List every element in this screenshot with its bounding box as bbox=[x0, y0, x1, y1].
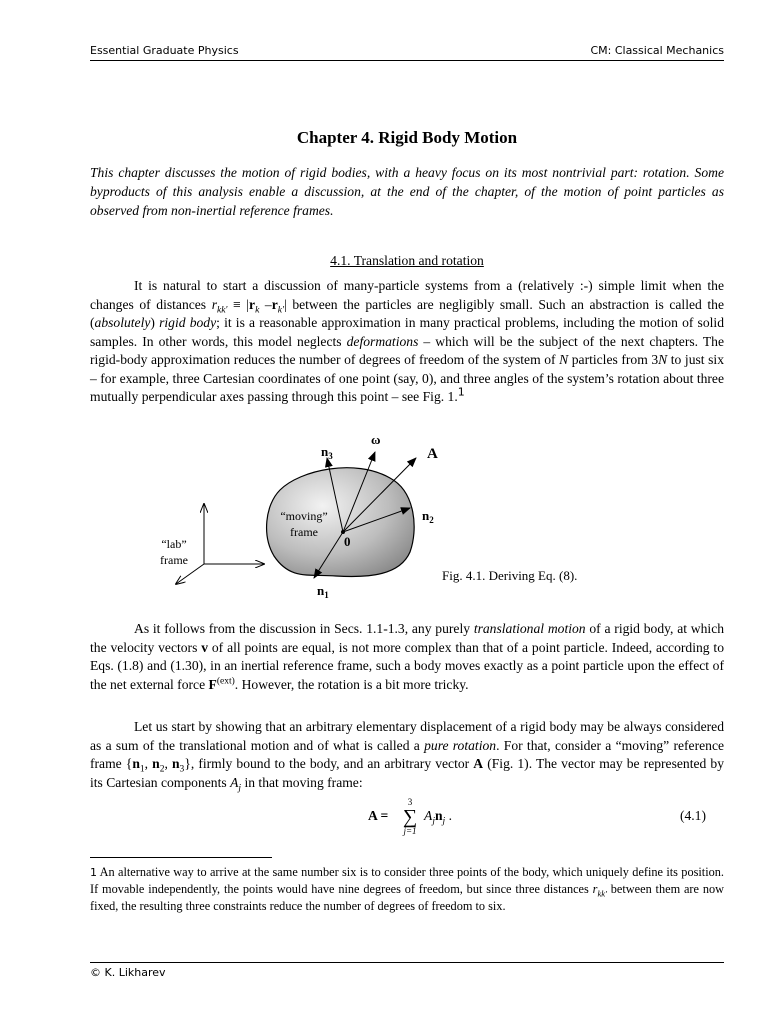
label-moving-frame-1: “moving” bbox=[280, 509, 328, 523]
section-title: 4.1. Translation and rotation bbox=[330, 253, 484, 268]
label-n2: $n_2$ bbox=[422, 508, 434, 525]
header-right: CM: Classical Mechanics bbox=[590, 44, 724, 57]
figure-rigid-body bbox=[140, 430, 470, 615]
chapter-title: Chapter 4. Rigid Body Motion bbox=[296, 128, 518, 147]
chapter-abstract: This chapter discusses the motion of rigid bodies, with a heavy focus on its most nontrivial part: rotation. Some byproducts of this analysis enable a discussion, at the end of the chapter, of the motion of point particles as observed from non-inertial reference frames. bbox=[90, 165, 724, 218]
footnote-ref[interactable]: 1 bbox=[457, 385, 465, 399]
label-lab-frame-1: “lab” bbox=[161, 537, 187, 551]
paragraph-2: As it follows from the discussion in Secs. 1.1-1.3, any purely translational motion of a rigid body, at which the velocity vectors v of all points are equal, is not more complex than that of a point particle. Indeed, according to Eqs. (1.8) and (1.30), in an inertial reference frame, such a body moves exactly as a point particle upon the effect of the net external force $F^{(ext)}$. However, the rotation is a bit more tricky. bbox=[90, 621, 725, 692]
label-lab-frame-2: frame bbox=[160, 553, 188, 567]
equation-lhs: A = bbox=[368, 808, 389, 823]
label-omega: ω bbox=[371, 432, 381, 447]
header-left: Essential Graduate Physics bbox=[90, 44, 239, 57]
equation-rhs: $A_jn_j$ . bbox=[424, 808, 452, 827]
footnote-rule bbox=[90, 857, 272, 858]
footnote-1: 1 An alternative way to arrive at the same number six is to consider three points of the body, which uniquely define its position. If movable independently, the points would have nine degrees of freedom, but since three distances $r_{kk'}$ between them are now fixed, the resulting three constraints reduce the number of degrees of freedom to six. bbox=[90, 865, 724, 913]
equation-4-1 bbox=[90, 798, 724, 838]
label-n3: $n_3$ bbox=[321, 444, 333, 461]
lab-axis-x bbox=[176, 564, 204, 584]
figure-caption: Fig. 4.1. Deriving Eq. (8). bbox=[442, 568, 578, 583]
label-n1: $n_1$ bbox=[317, 583, 329, 600]
label-A: A bbox=[427, 446, 438, 462]
label-origin: 0 bbox=[344, 534, 351, 549]
running-header bbox=[90, 44, 724, 61]
rigid-body-diagram bbox=[140, 430, 470, 610]
summation: 3 ∑ j=1 bbox=[402, 797, 418, 836]
paragraph-3: Let us start by showing that an arbitrary elementary displacement of a rigid body may be always considered as a sum of the translational motion and of what is called a pure rotation. For that, consider a “moving” reference frame {$n_1$, $n_2$, $n_3$}, firmly bound to the body, and an arbitrary vector A (Fig. 1). The vector may be represented by its Cartesian components $A_j$ in that moving frame: bbox=[90, 719, 725, 794]
section-heading bbox=[90, 251, 724, 270]
label-moving-frame-2: frame bbox=[290, 525, 318, 539]
running-footer: © K. Likharev bbox=[90, 962, 724, 979]
equation-number: (4.1) bbox=[679, 808, 706, 823]
paragraph-1: It is natural to start a discussion of many-particle systems from a (relatively :-) simple limit when the changes of distances $r_{kk'} \equiv |r_k$ $-r_{k'}|$ between the particles are negligibly small. Such an abstraction is called the (absolutely) rigid body; it is a reasonable approximation in many practical problems, including the motion of solid samples. In other words, this model neglects deformations – which will be the subject of the next chapters. The rigid-body approximation reduces the number of degrees of freedom of the system of N particles from 3N to just six – for example, three Cartesian coordinates of one point (say, 0), and three angles of the system’s rotation about three mutually perpendicular axes passing through this point – see Fig. 1.$^1$ bbox=[90, 278, 725, 404]
